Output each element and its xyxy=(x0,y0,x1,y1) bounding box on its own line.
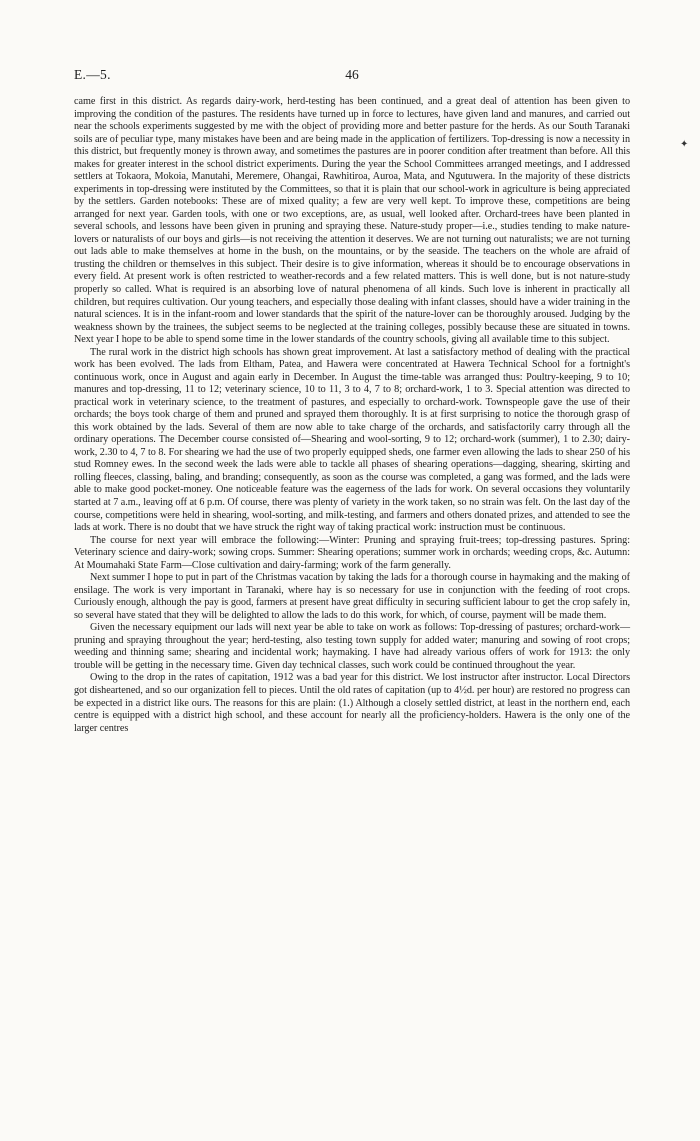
body-text xyxy=(74,96,630,735)
page-number: 46 xyxy=(345,67,359,82)
page-header xyxy=(74,67,630,83)
paragraph-3: The course for next year will embrace the following:—Winter: Pruning and spraying fruit-trees; top-dressing pastures. Spring: Veterinary science and dairy-work; sowing crops. Summer: Shearing operations; summer work in orchards; weeding crops, &c. Autumn: At Moumahaki State Farm—Close cultivation and dairy-farming; work of the farm generally. xyxy=(74,534,630,571)
document-reference: E.—5. xyxy=(74,67,111,82)
paragraph-2: The rural work in the district high schools has shown great improvement. At last a satisfactory method of dealing with the practical work has been evolved. The lads from Eltham, Patea, and Hawera were concentrated at Hawera Technical School for a fortnight's continuous work, once in August and again early in December. In August the time-table was arranged thus: Poultry-keeping, 9 to 10; manures and top-dressing, 11 to 12; veterinary science, 10 to 11, 3 to 4, 7 to 8; orchard-work, 1 to 3. Special attention was directed to practical work in veterinary science, to the treatment of pastures, and especially to orchard-work. Townspeople gave the use of their orchards; the boys took charge of them and pruned and sprayed them thoroughly. It is at first surprising to notice the thorough grasp of this work obtained by the lads. Several of them are now able to take charge of the orchards, and satisfactorily carry through all the ordinary operations. The December course consisted of—Shearing and wool-sorting, 9 to 12; orchard-work (summer), 1 to 2.30; dairy-work, 2.30 to 4, 7 to 8. For shearing we had the use of two properly equipped sheds, one farmer even allowing the lads to shear 250 of his stud Romney ewes. In the second week the lads were able to tackle all phases of shearing operations—dagging, shearing, skirting and rolling fleeces, classing, baling, and branding; consequently, as soon as the course was completed, a gang was formed, and the lads were able to make good pocket-money. One noticeable feature was the eagerness of the lads for work. On several occasions they voluntarily started at 7 a.m., leaving off at 6 p.m. Of course, there was plenty of variety in the work taken, so no strain was felt. On the last day of the course, competitions were held in shearing, wool-sorting, and milk-testing, and farmers and others donated prizes, and attended to see the lads at work. There is no doubt that we have struck the right way of taking practical work: instruction must be continuous. xyxy=(74,346,630,534)
margin-mark: ✦ xyxy=(680,139,689,150)
paragraph-5: Given the necessary equipment our lads will next year be able to take on work as follows: Top-dressing of pastures; orchard-work—pruning and spraying throughout the year; herd-testing, also testing town supply for added water; manuring and sowing of root crops; weeding and thinning same; shearing and incidental work; haymaking. I have had already various offers of work for 1913: the only trouble will be getting in the necessary time. Given day technical classes, such work could be continued throughout the year. xyxy=(74,622,630,671)
paragraph-4: Next summer I hope to put in part of the Christmas vacation by taking the lads for a thorough course in haymaking and the making of ensilage. The work is very important in Taranaki, where hay is so necessary for use in conjunction with the feeding of root crops. Curiously enough, although the pay is good, farmers at present have great difficulty in securing sufficient labour to get the crop safely in, so several have stated that they will be delighted to allow the lads to do this work, for which, of course, payment will be made them. xyxy=(74,572,630,621)
paragraph-1: came first in this district. As regards dairy-work, herd-testing has been continued, and a great deal of attention has been given to improving the condition of the pastures. The residents have turned up in force to lectures, have given land and manures, and carried out near the schools experiments suggested by me with the object of providing more and better pasture for the herds. As our South Taranaki soils are of peculiar type, many mistakes have been and are being made in the application of fertilizers. Top-dressing is now a necessity in this district, but frequently money is thrown away, and sometimes the pastures are in poorer condition after treatment than before. All this makes for greater interest in the school district experiments. During the year the School Committees arranged meetings, and I addressed settlers at Tokaora, Mokoia, Manutahi, Meremere, Ohangai, Rawhitiroa, Auroa, Mata, and Ngutuwera. In the majority of these districts experiments in top-dressing were instituted by the Committees, so that it is plain that our school-work in agriculture is being appreciated by the settlers. Garden notebooks: These are of mixed quality; a few are very well kept. To improve these, competitions are being arranged for next year. Garden tools, with one or two exceptions, are, as usual, well looked after. Orchard-trees have been planted in several schools, and lessons have been given in pruning and spraying these. Nature-study proper—i.e., studies tending to make nature-lovers or naturalists of our boys and girls—is not receiving the attention it deserves. We are not turning out naturalists; we are not turning out lads able to make themselves at home in the bush, on the mountains, or by the seaside. The teachers on the whole are afraid of trusting the children or themselves in this subject. Their desire is to give information, whereas it should be to encourage observations in every field. At present work is often restricted to weather-records and a few related matters. This is well done, but is not nature-study properly so called. What is required is an absorbing love of natural phenomena of all kinds. Such love is inherent in practically all children, but requires cultivation. Our young teachers, and especially those dealing with infant classes, should have a wider training in the natural sciences. It is in the infant-room and lower standards that the spirit of the nature-lover can be thoroughly aroused. Judging by the weakness shown by the trainees, the subject seems to be neglected at the training colleges, possibly because these are situated in towns. Next year I hope to be able to spend some time in the lower standards of the country schools, giving all available time to this subject. xyxy=(74,96,630,346)
paragraph-6: Owing to the drop in the rates of capitation, 1912 was a bad year for this district. We lost instructor after instructor. Local Directors got disheartened, and so our organization fell to pieces. Until the old rates of capitation (up to 4½d. per hour) are restored no progress can be expected in a district like ours. The reasons for this are plain: (1.) Although a closely settled district, at least in the northern end, each centre is equipped with a district high school, and these account for nearly all the proficiency-holders. Hawera is the only one of the larger centres xyxy=(74,672,630,734)
